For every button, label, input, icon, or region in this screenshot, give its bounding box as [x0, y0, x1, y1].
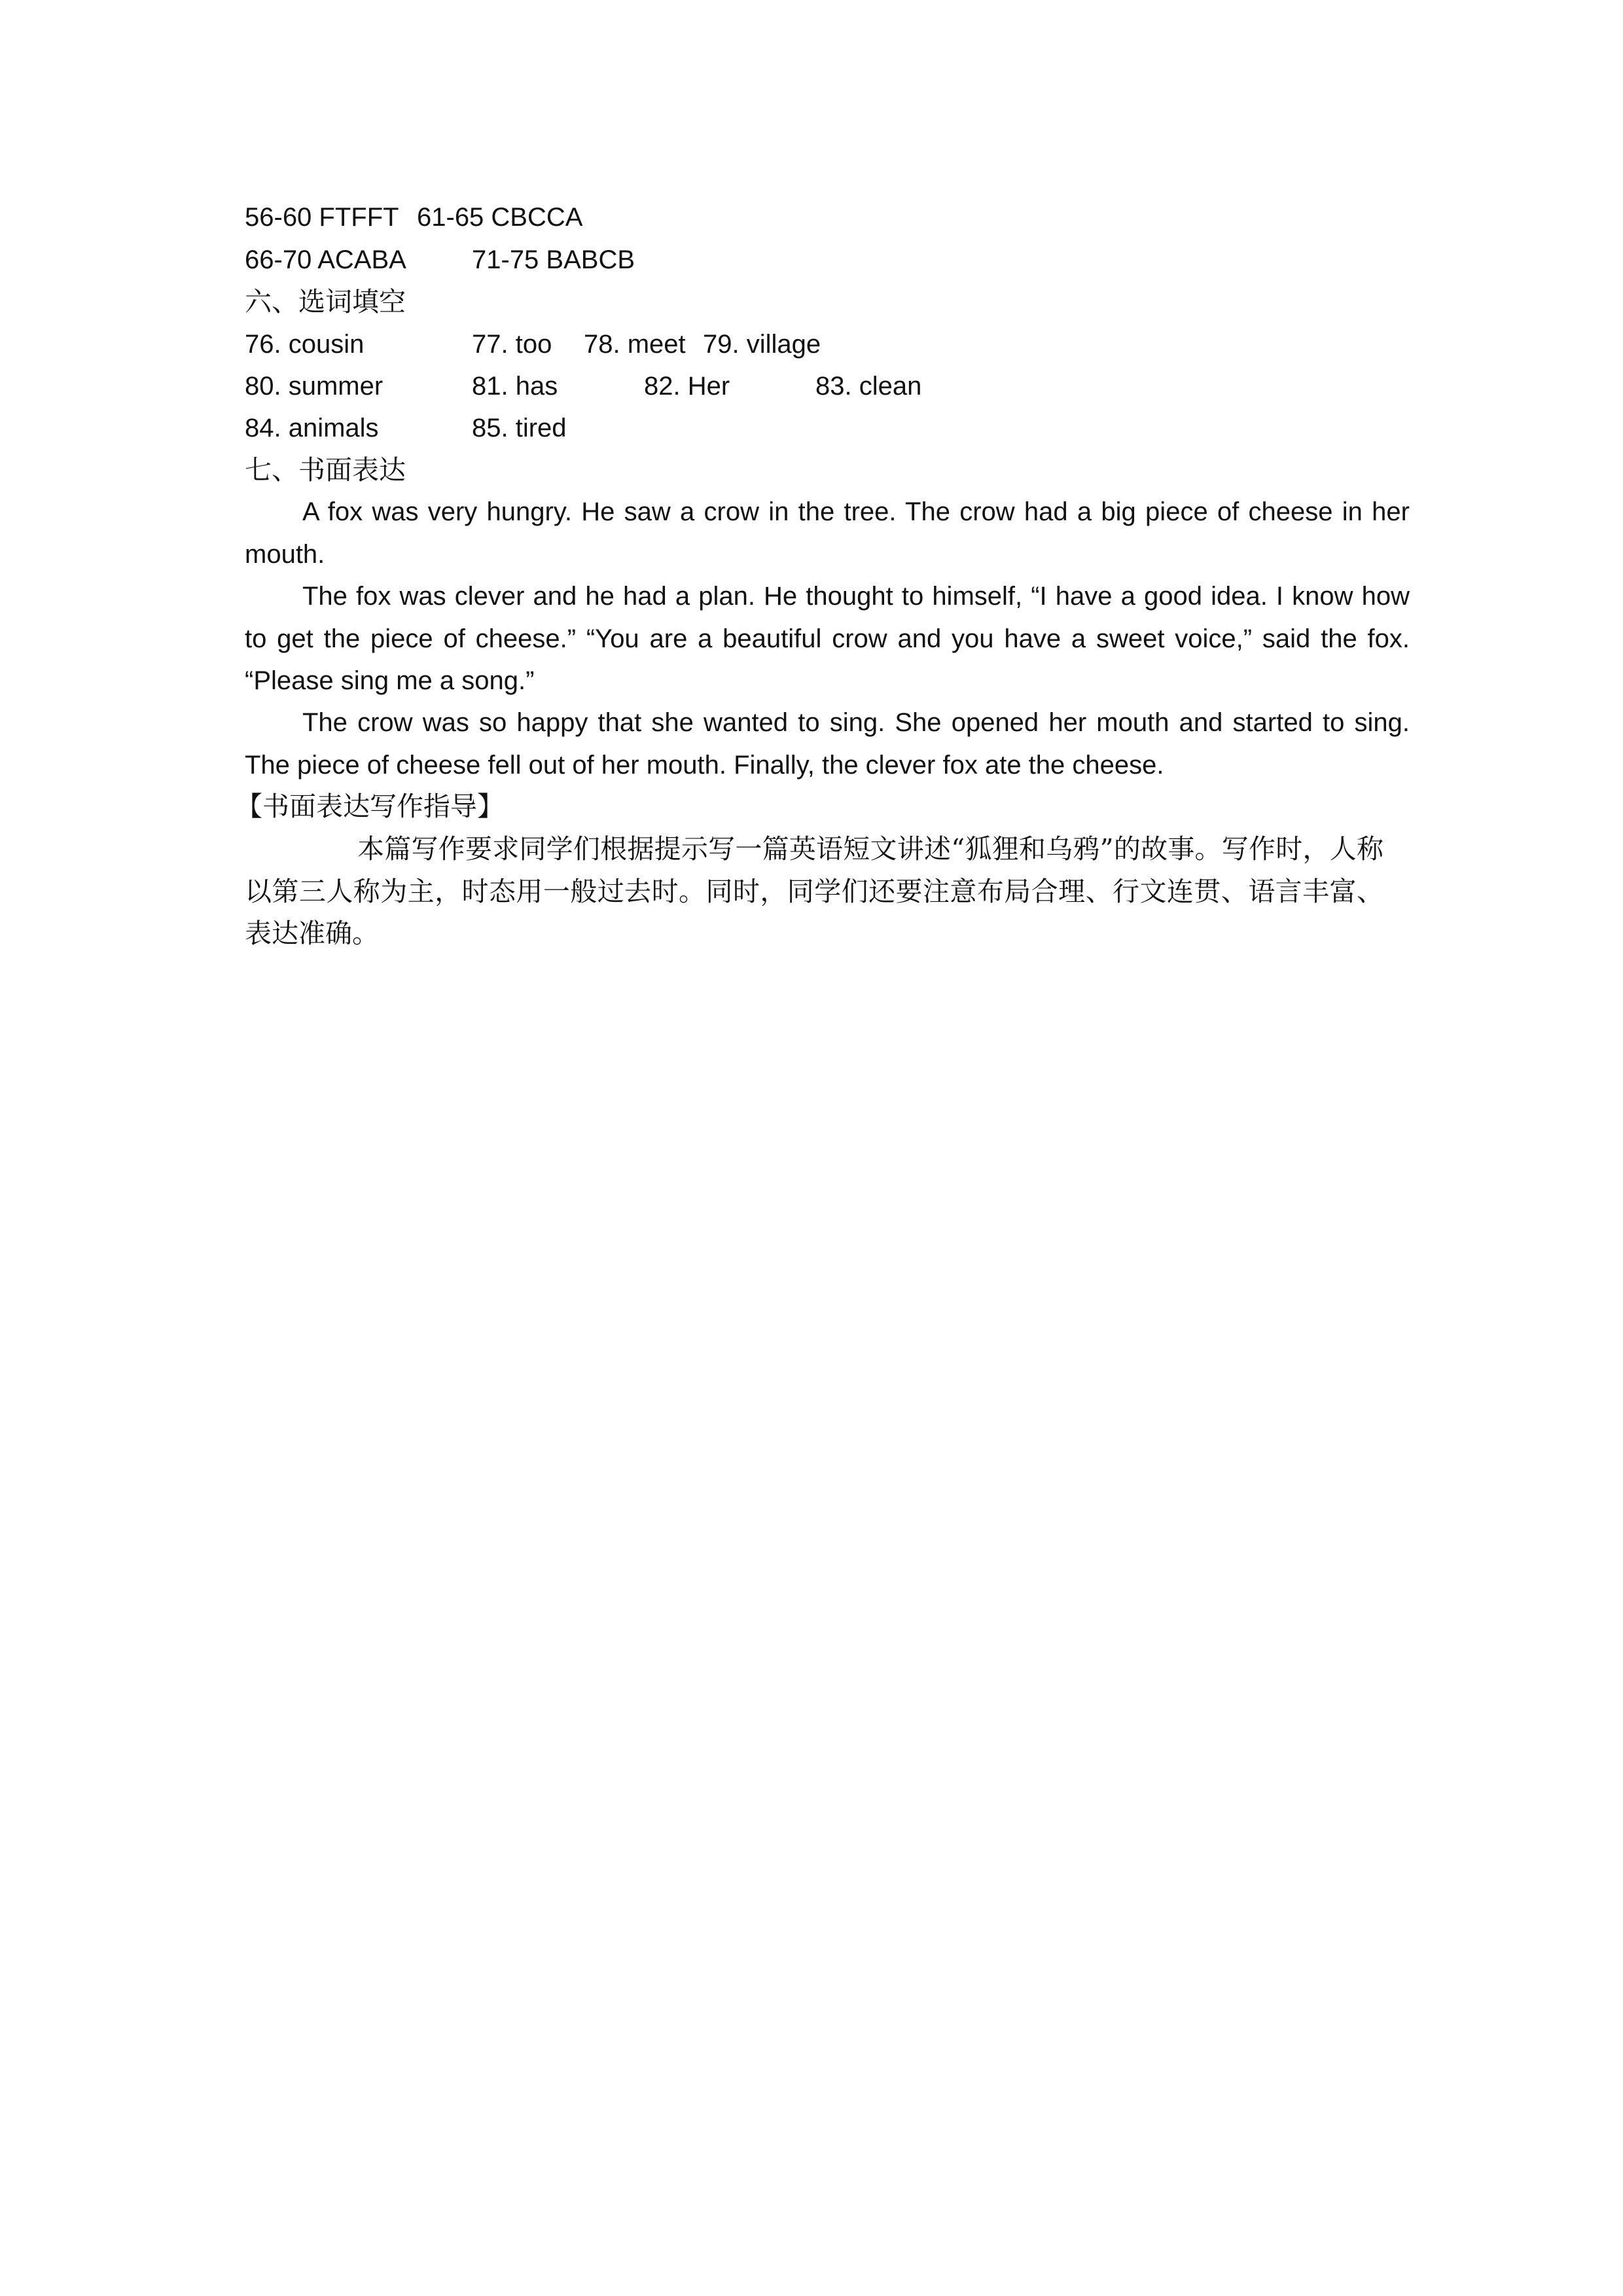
answer-56-60: 56-60 FTFFT [245, 203, 399, 232]
answer-76: 76. cousin [245, 330, 365, 359]
answer-77: 77. too [472, 330, 552, 359]
answer-78: 78. meet [584, 330, 686, 359]
writing-guide-text: 本篇写作要求同学们根据提示写一篇英语短文讲述“狐狸和乌鸦”的故事。写作时，人称以第三人称为主，时态用一般过去时。同时，同学们还要注意布局合理、行文连贯、语言丰富、表达准确。 [245, 833, 1383, 949]
answer-81: 81. has [472, 372, 558, 401]
answer-82: 82. Her [644, 372, 730, 401]
essay-paragraph-3: The crow was so happy that she wanted to sing. She opened her mouth and started to sing. The piece of cheese fell out of her mouth. Finally, the clever fox ate the cheese. [245, 708, 1410, 780]
section-6-heading: 六、选词填空 [245, 286, 406, 317]
answer-71-75: 71-75 BABCB [472, 245, 635, 274]
section-7-heading: 七、书面表达 [245, 454, 406, 486]
essay-paragraph-2: The fox was clever and he had a plan. He thought to himself, “I have a good idea. I know how to get the piece of cheese.” “You are a beautiful crow and you have a sweet voice,” said the fox. “Please sing me a song.” [245, 582, 1410, 695]
answer-84: 84. animals [245, 414, 379, 442]
answer-79: 79. village [703, 330, 821, 359]
answer-83: 83. clean [815, 372, 922, 401]
essay-paragraph-1: A fox was very hungry. He saw a crow in the tree. The crow had a big piece of cheese in her mouth. [245, 497, 1410, 569]
answer-66-70: 66-70 ACABA [245, 245, 406, 274]
writing-guide-heading: 【书面表达写作指导】 [236, 791, 504, 822]
answer-61-65: 61-65 CBCCA [417, 203, 583, 232]
answer-85: 85. tired [472, 414, 567, 442]
answer-80: 80. summer [245, 372, 383, 401]
